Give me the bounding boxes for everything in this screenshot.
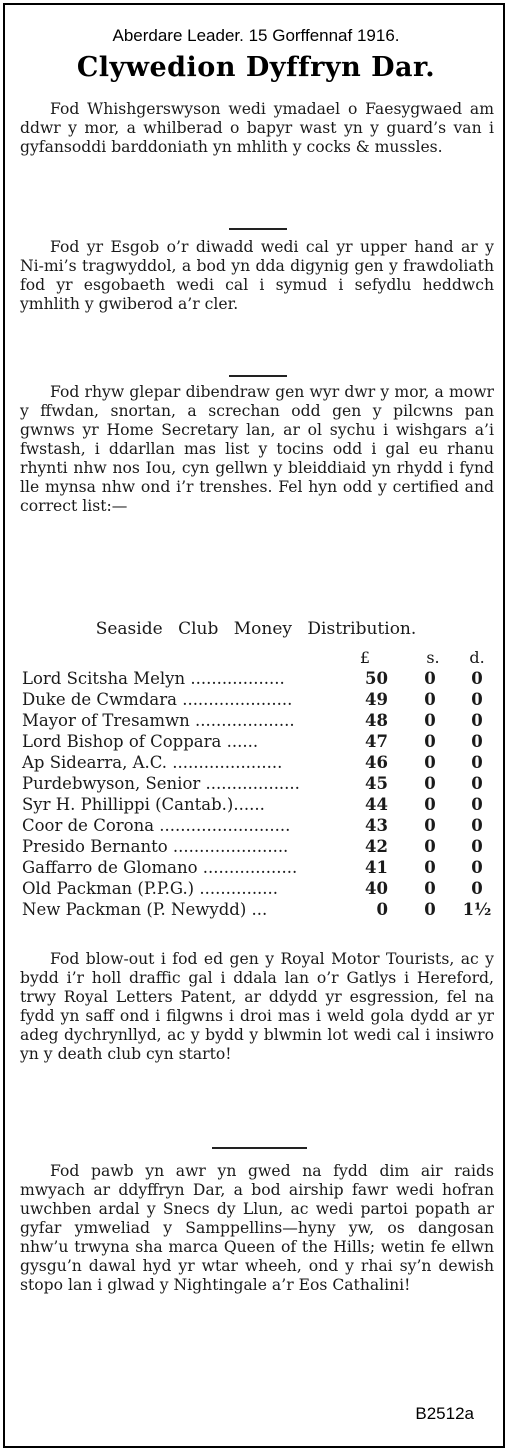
paragraph-2: Fod yr Esgob o’r diwadd wedi cal yr upper hand ar y Ni-mi’s tragwyddol, a bod yn dda digynig gen y frawdoliath fod yr esgobaeth wedi cal i symud i sefydlu heddwch ymhlith y gwiberod a’r cler. (20, 238, 494, 313)
headline: Clywedion Dyffryn Dar. (76, 52, 436, 83)
table-row (22, 669, 492, 689)
header-shillings: s. (426, 648, 440, 667)
row-name: Lord Bishop of Coppara ...... (22, 732, 259, 751)
reference-code: B2512a (415, 1404, 474, 1423)
table-row (22, 879, 492, 899)
row-pounds: 50 (365, 669, 388, 688)
divider-rule (212, 1147, 307, 1149)
row-shillings: 0 (424, 837, 436, 856)
row-shillings: 0 (424, 669, 436, 688)
row-shillings: 0 (424, 900, 436, 919)
table-row (22, 837, 492, 857)
row-shillings: 0 (424, 774, 436, 793)
table-row (22, 858, 492, 878)
row-shillings: 0 (424, 816, 436, 835)
table-row (22, 900, 492, 920)
row-pence: 0 (471, 753, 483, 772)
table-row (22, 711, 492, 731)
source-line: Aberdare Leader. 15 Gorffennaf 1916. (112, 26, 400, 45)
row-shillings: 0 (424, 795, 436, 814)
row-name: Coor de Corona ......................... (22, 816, 291, 835)
row-pence: 0 (471, 858, 483, 877)
row-shillings: 0 (424, 690, 436, 709)
row-name: Syr H. Phillippi (Cantab.)...... (22, 795, 265, 814)
table-row (22, 795, 492, 815)
row-pence: 1½ (462, 900, 492, 919)
row-name: Old Packman (P.P.G.) ............... (22, 879, 279, 898)
table-row (22, 690, 492, 710)
row-name: Mayor of Tresamwn ................... (22, 711, 295, 730)
row-pence: 0 (471, 732, 483, 751)
row-pounds: 48 (365, 711, 388, 730)
header-pence: d. (469, 648, 485, 667)
divider-rule (229, 228, 287, 230)
row-pence: 0 (471, 795, 483, 814)
row-name: Lord Scitsha Melyn .................. (22, 669, 285, 688)
divider-rule (229, 375, 287, 377)
row-pence: 0 (471, 837, 483, 856)
row-name: Gaffarro de Glomano .................. (22, 858, 298, 877)
paragraph-3: Fod rhyw glepar dibendraw gen wyr dwr y mor, a mowr y ffwdan, snortan, a screchan odd gen y pilcwns pan gwnws yr Home Secretary lan, ar ol sychu i wishgars a’i fwstash, i ddarllan mas list y tocins odd i gal eu rhanu rhynti nhw nos Iou, cyn gellwn y bleiddiaid yn rhydd i fynd lle mynsa nhw ond i’r trenshes. Fel hyn odd y certified and correct list:— (20, 383, 494, 515)
paragraph-1: Fod Whishgerswyson wedi ymadael o Faesygwaed am ddwr y mor, a whilberad o bapyr wast yn y guard’s van i gyfansoddi barddoniath yn mhlith y cocks & mussles. (20, 100, 494, 156)
row-pence: 0 (471, 669, 483, 688)
row-name: Purdebwyson, Senior .................. (22, 774, 300, 793)
row-shillings: 0 (424, 879, 436, 898)
row-shillings: 0 (424, 858, 436, 877)
table-row (22, 753, 492, 773)
row-pence: 0 (471, 711, 483, 730)
row-name: Duke de Cwmdara ..................... (22, 690, 293, 709)
row-pence: 0 (471, 879, 483, 898)
paragraph-5: Fod pawb yn awr yn gwed na fydd dim air raids mwyach ar ddyffryn Dar, a bod airship fawr wedi hofran uwchben ardal y Snecs dy Llun, ac wedi partoi popath ar gyfar ymweliad y Samppellins—hyny yw, os dangosan nhw’u trwyna sha marca Queen of the Hills; wetin fe ellwn gysgu’n dawal hyd yr wtar wheeh, ond y rhai sy’n dewish stopo lan i glwad y Nightingale a’r Eos Cathalini! (20, 1162, 494, 1294)
table-row (22, 774, 492, 794)
table-row (22, 816, 492, 836)
header-pounds: £ (359, 648, 371, 667)
row-pounds: 47 (365, 732, 388, 751)
row-name: New Packman (P. Newydd) ... (22, 900, 268, 919)
row-pence: 0 (471, 816, 483, 835)
row-pounds: 44 (365, 795, 388, 814)
row-pounds: 43 (365, 816, 388, 835)
row-name: Ap Sidearra, A.C. ..................... (22, 753, 283, 772)
row-pounds: 45 (365, 774, 388, 793)
row-shillings: 0 (424, 711, 436, 730)
paragraph-4: Fod blow-out i fod ed gen y Royal Motor Tourists, ac y bydd i’r holl draffic gal i ddala lan o’r Gatlys i Hereford, trwy Royal Letters Patent, ar ddydd yr esgression, fel na fydd yn saff ond i filgwns i droi mas i weld gola dydd ar yr adeg dychrynllyd, ac y bydd y blwmin lot wedi cal i insiwro yn y death club cyn starto! (20, 950, 494, 1063)
row-pounds: 46 (365, 753, 388, 772)
row-pounds: 42 (365, 837, 388, 856)
row-shillings: 0 (424, 732, 436, 751)
row-pence: 0 (471, 690, 483, 709)
row-pounds: 49 (365, 690, 388, 709)
row-pounds: 41 (365, 858, 388, 877)
row-pounds: 0 (376, 900, 388, 919)
table-row (22, 732, 492, 752)
row-pounds: 40 (365, 879, 388, 898)
row-pence: 0 (471, 774, 483, 793)
row-name: Presido Bernanto ...................... (22, 837, 289, 856)
row-shillings: 0 (424, 753, 436, 772)
table-title: Seaside Club Money Distribution. (95, 619, 417, 639)
